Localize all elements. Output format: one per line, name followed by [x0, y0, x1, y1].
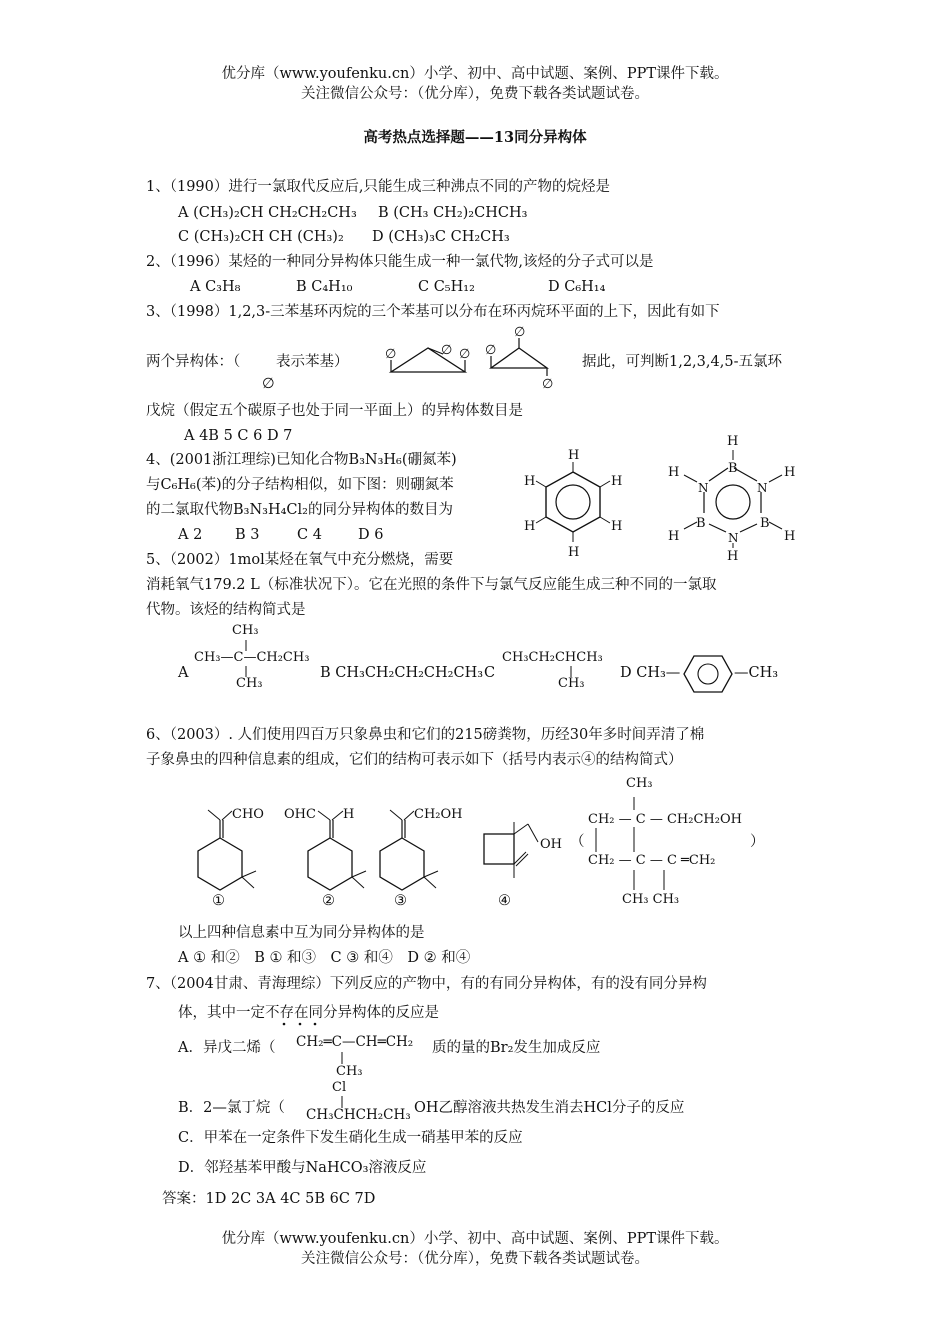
q3-options: A 4B 5 C 6 D 7 — [184, 428, 293, 444]
q3-phenyl-1b: ∅ — [441, 343, 453, 358]
header-line-1: 优分库（www.youfenku.cn）小学、初中、高中试题、案例、PPT课件下载。 — [221, 66, 729, 82]
borazine-b-left: B — [696, 516, 706, 531]
q4-option-d: D 6 — [358, 527, 384, 543]
q7-option-d: D．邻羟基苯甲酸与NaHCO₃溶液反应 — [178, 1160, 427, 1176]
q6-label-1: ① — [212, 893, 225, 909]
q4-option-b: B 3 — [235, 527, 260, 543]
q2-option-c: C C₅H₁₂ — [418, 279, 475, 295]
borazine-h-nl: H — [668, 465, 680, 480]
q6-s3-ch2oh: CH₂OH — [414, 807, 463, 822]
q3-line3: 戊烷（假定五个碳原子也处于同一平面上）的异构体数目是 — [146, 403, 523, 419]
q6-s2-h: H — [343, 807, 355, 822]
q5-line3: 代物。该烃的结构简式是 — [146, 602, 306, 618]
q6-line2: 子象鼻虫的四种信息素的组成，它们的结构可表示如下（括号内表示④的结构简式） — [146, 752, 683, 768]
q4-line3: 的二氯取代物B₃N₃H₄Cl₂的同分异构体的数目为 — [146, 502, 453, 518]
q6-label-3: ③ — [394, 893, 407, 909]
q1-option-d: D (CH₃)₃C CH₂CH₃ — [372, 229, 510, 245]
borazine-h-nr: H — [784, 465, 796, 480]
q3-stem: 3、（1998）1,2,3-三苯基环丙烷的三个苯基可以分布在环丙烷环平面的上下，因此有如下 — [146, 304, 720, 320]
q3-phenyl-2b: ∅ — [514, 325, 526, 340]
footer-line-1: 优分库（www.youfenku.cn）小学、初中、高中试题、案例、PPT课件下载。 — [221, 1231, 729, 1247]
benzene-h1: H — [568, 448, 580, 463]
answer-key: 答案：1D 2C 3A 4C 5B 6C 7D — [162, 1191, 376, 1207]
q6-label-2: ② — [322, 893, 335, 909]
q5-label-a: A — [178, 665, 189, 681]
q6-paren-open: （ — [570, 834, 585, 850]
q3-line2-c: 据此，可判断1,2,3,4,5-五氯环 — [582, 354, 782, 370]
q6-label-4: ④ — [498, 893, 511, 909]
q2-option-a: A C₃H₈ — [190, 279, 241, 295]
borazine-n-left: N — [698, 481, 709, 495]
q7-option-a-sub: CH₃ — [336, 1064, 363, 1079]
q1-stem: 1、（1990）进行一氯取代反应后,只能生成三种沸点不同的产物的烷烃是 — [146, 179, 610, 195]
borazine-h-bottom: H — [727, 549, 739, 564]
q6-expanded-row2: CH₂ — C — C ═CH₂ — [588, 853, 716, 868]
q6-expanded-bottom: CH₃ CH₃ — [622, 892, 680, 907]
q6-line1: 6、（2003）. 人们使用四百万只象鼻虫和它们的215磅粪物，历经30年多时间弄清了棉 — [146, 727, 705, 743]
q6-expanded-top: CH₃ — [626, 776, 653, 791]
q5-d-right: —CH₃ — [734, 665, 779, 681]
benzene-h6: H — [524, 474, 536, 489]
q1-option-c: C (CH₃)₂CH CH (CH₃)₂ — [178, 229, 344, 245]
q7-option-c: C．甲苯在一定条件下发生硝化生成一硝基甲苯的反应 — [178, 1130, 523, 1146]
q6-s2-ohc: OHC — [284, 807, 316, 822]
borazine-b-top: B — [728, 461, 738, 476]
q7-option-b-struct: CH₃CHCH₂CH₃ — [306, 1107, 411, 1123]
q6-expanded-row1: CH₂ — C — CH₂CH₂OH — [588, 812, 742, 827]
q6-question: 以上四种信息素中互为同分异构体的是 — [178, 925, 425, 941]
q5-option-b: B CH₃CH₂CH₂CH₂CH₃ — [320, 665, 484, 681]
q6-paren-close: ） — [750, 834, 765, 850]
q4-line2: 与C₆H₆(苯)的分子结构相似，如下图：则硼氮苯 — [146, 477, 454, 493]
q4-line1: 4、(2001浙江理综)已知化合物B₃N₃H₆(硼氮苯) — [146, 452, 457, 468]
q7-option-b-cl: Cl — [332, 1080, 347, 1095]
q2-option-b: B C₄H₁₀ — [296, 279, 353, 295]
q4-option-a: A 2 — [178, 527, 203, 543]
benzene-h4: H — [568, 545, 580, 560]
q5-a-main: CH₃—C—CH₂CH₃ — [194, 650, 310, 665]
q2-option-d: D C₆H₁₄ — [548, 279, 606, 295]
q6-s1-cho: CHO — [232, 807, 264, 822]
q7-option-b-pre: B．2—氯丁烷（ — [178, 1100, 285, 1116]
benzene-h2: H — [611, 474, 623, 489]
q5-option-d: D CH₃— — [620, 665, 681, 681]
q7-option-a-pre: A．异戊二烯（ — [178, 1040, 276, 1056]
q1-option-b: B (CH₃ CH₂)₂CHCH₃ — [378, 205, 528, 221]
q7-option-b-post: OH乙醇溶液共热发生消去HCl分子的反应 — [414, 1100, 685, 1116]
borazine-n-bottom: N — [728, 531, 739, 545]
benzene-h3: H — [611, 519, 623, 534]
q3-phenyl-symbol: ∅ — [262, 376, 275, 392]
q4-option-c: C 4 — [297, 527, 322, 543]
borazine-b-right: B — [760, 516, 770, 531]
borazine-h-bl: H — [668, 529, 680, 544]
q7-line1: 7、（2004甘肃、青海理综）下列反应的产物中，有的有同分异构体，有的没有同分异构 — [146, 976, 707, 992]
borazine-h-top: H — [727, 434, 739, 449]
q3-phenyl-2c: ∅ — [542, 377, 554, 392]
q5-c-main: CH₃CH₂CHCH₃ — [502, 650, 603, 665]
q3-phenyl-1a: ∅ — [385, 347, 397, 362]
borazine-n-right: N — [757, 481, 768, 495]
page-title: 高考热点选择题——13同分异构体 — [363, 129, 587, 146]
q6-s4-oh: OH — [540, 837, 562, 852]
benzene-h5: H — [524, 519, 536, 534]
q5-label-c: C — [484, 665, 496, 681]
borazine-h-br: H — [784, 529, 796, 544]
q5-c-bottom: CH₃ — [558, 676, 585, 691]
q7-option-a-struct: CH₂═C—CH═CH₂ — [296, 1034, 414, 1050]
q1-option-a: A (CH₃)₂CH CH₂CH₂CH₃ — [178, 205, 357, 221]
q7-option-a-post: 质的量的Br₂发生加成反应 — [432, 1040, 601, 1056]
q3-phenyl-1c: ∅ — [459, 347, 471, 362]
q5-line1: 5、（2002）1mol某烃在氧气中充分燃烧，需要 — [146, 552, 454, 568]
q5-a-top: CH₃ — [232, 623, 259, 638]
q5-a-bottom: CH₃ — [236, 676, 263, 691]
q3-line2-b: 表示苯基） — [276, 354, 349, 370]
q3-line2-a: 两个异构体：（ — [146, 354, 241, 370]
q3-phenyl-2a: ∅ — [485, 343, 497, 358]
q6-options: A ① 和② B ① 和③ C ③ 和④ D ② 和④ — [178, 950, 471, 966]
footer-line-2: 关注微信公众号：（优分库），免费下载各类试题试卷。 — [301, 1251, 649, 1267]
q5-line2: 消耗氧气179.2 L（标准状况下）。它在光照的条件下与氯气反应能生成三种不同的一氯取 — [146, 577, 717, 593]
q2-stem: 2、（1996）某烃的一种同分异构体只能生成一种一氯代物,该烃的分子式可以是 — [146, 254, 654, 270]
q7-line2: 体，其中一定不存在同分异构体的反应是 — [178, 1005, 439, 1021]
header-line-2: 关注微信公众号：（优分库），免费下载各类试题试卷。 — [301, 86, 649, 102]
